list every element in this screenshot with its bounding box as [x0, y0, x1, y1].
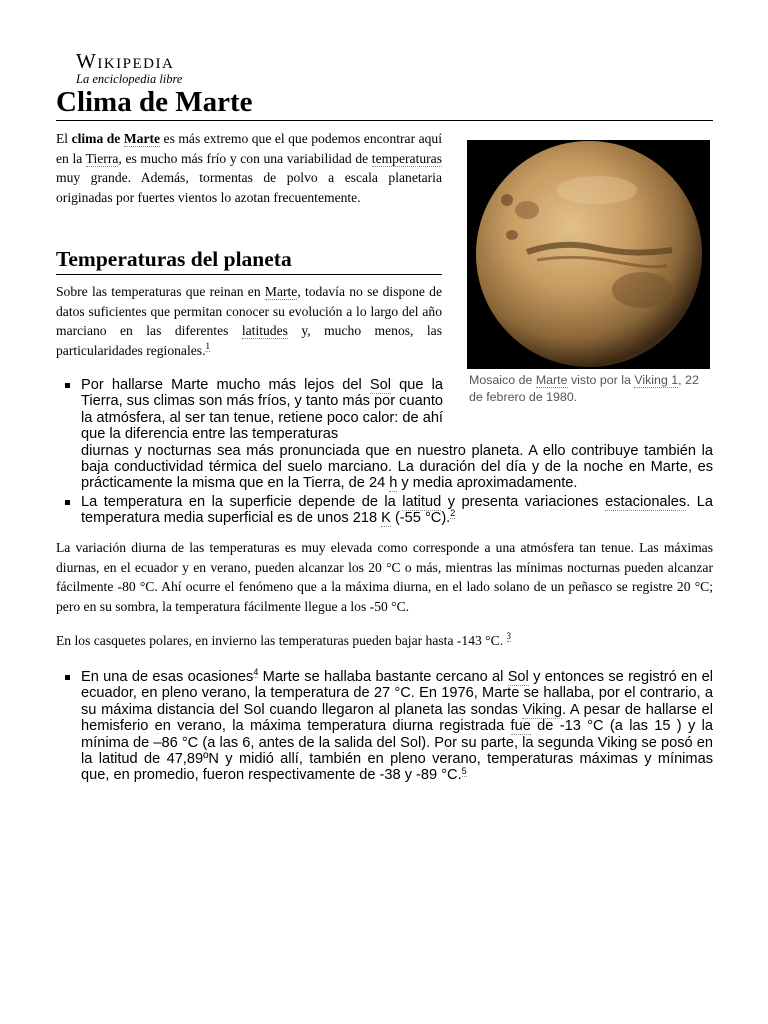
page-title: Clima de Marte — [56, 84, 713, 121]
link-latitud[interactable]: latitud — [402, 493, 442, 510]
diurnal-paragraph: La variación diurna de las temperaturas es muy elevada como corresponde a una atmósfera tan tenue. Las máximas diurnas, en el ecuador y en verano, pueden alcanzar los 20 °C o más, mientras las mínimas nocturnas pueden alcanzar fácilmente -80 °C. Ahí ocurre el fenómeno que a la máxima diurna, en el lado solano de un peñasco se registre 20 °C; pero en su sombra, la temperatura fácilmente llegue a los -50 °C. — [56, 540, 713, 614]
link-sol[interactable]: Sol — [369, 377, 392, 393]
bullet-icon — [65, 500, 70, 505]
bullet-icon — [65, 383, 70, 388]
reference-1[interactable]: 1 — [205, 340, 210, 351]
link-sol-2[interactable]: Sol — [507, 669, 529, 685]
list-item-continued: diurnas y nocturnas sea más pronunciada que en nuestro planeta. A ello contribuye también la baja conductividad térmica del suelo marciano. La duración del día y de la noche en Marte, es prácticamente la misma que en la Tierra, de 24 h y media aproximadamente. — [81, 442, 713, 492]
temperatures-paragraph: Sobre las temperaturas que reinan en Marte, todavía no se dispone de datos suficientes que permitan conocer su evolución a lo largo del año marciano en las diferentes latitudes y, mucho menos, las particularidades regionales.$^1$ — [56, 284, 442, 358]
logo-tagline: La enciclopedia libre — [76, 72, 183, 86]
link-marte-2[interactable]: Marte — [264, 284, 298, 299]
viking-list — [56, 669, 713, 784]
image-caption: Mosaico de Marte visto por la Viking 1, 22 de febrero de 1980. — [469, 373, 699, 404]
link-tierra[interactable]: Tierra — [85, 150, 119, 166]
link-fue[interactable]: fue — [510, 718, 531, 735]
link-viking[interactable]: Viking — [522, 701, 562, 718]
reference-2[interactable]: 2 — [450, 508, 456, 519]
bullet-icon — [65, 675, 70, 680]
reference-4[interactable]: 4 — [253, 667, 259, 678]
logo-wordmark: Wikipedia — [76, 49, 175, 73]
temperature-list — [56, 377, 713, 527]
link-temperaturas[interactable]: temperaturas — [371, 150, 442, 166]
caption-link-viking[interactable]: Viking 1 — [634, 373, 679, 387]
caption-link-marte[interactable]: Marte — [535, 373, 568, 387]
list-item: La temperatura en la superficie depende de la latitud y presenta variaciones estacionales. La temperatura media superficial es de unos 218 K (-55 °C).$^2$ — [56, 494, 713, 527]
mars-image[interactable] — [467, 140, 710, 369]
mars-figure — [467, 140, 712, 406]
link-estacionales[interactable]: estacionales — [605, 493, 687, 510]
wikipedia-logo[interactable] — [76, 50, 182, 86]
reference-3[interactable]: 3 — [506, 631, 511, 642]
reference-5[interactable]: 5 — [461, 765, 467, 776]
section-heading: Temperaturas del planeta — [56, 244, 442, 275]
polar-paragraph: En los casquetes polares, en invierno las temperaturas pueden bajar hasta -143 °C. $^3$ — [56, 631, 511, 648]
link-kelvin[interactable]: K — [381, 510, 391, 527]
link-marte[interactable]: Marte — [123, 131, 161, 146]
intro-paragraph: El clima de Marte es más extremo que el que podemos encontrar aquí en la Tierra, es mucho más frío y con una variabilidad de temperaturas muy grande. Además, tormentas de polvo a escala planetaria originadas por fuertes vientos lo azotan frecuentemente. — [56, 131, 442, 205]
list-item: Por hallarse Marte mucho más lejos del Sol que la Tierra, sus climas son más fríos, y tanto más por cuanto la atmósfera, al ser tan tenue, retiene poco calor: de ahí que la diferencia entre las temperaturas — [56, 377, 443, 443]
link-latitudes[interactable]: latitudes — [241, 323, 288, 338]
list-item: En una de esas ocasiones$^4$ Marte se hallaba bastante cercano al Sol y entonces se registró en el ecuador, en pleno verano, la temperatura de 27 °C. En 1976, Marte se hallaba, por el contrario, a su máxima distancia del Sol cuando llegaron al planeta las sondas Viking. A pesar de hallarse el hemisferio en verano, la máxima temperatura diurna registrada fue de -13 °C (a las 15 ) y la mínima de –86 °C (a las 6, antes de la salida del Sol). Por su parte, la segunda Viking se posó en la latitud de 47,89ºN y midió allí, también en pleno verano, temperaturas máximas y mínimas que, en promedio, fueron respectivamente de -38 y -89 °C.$^5$ — [56, 669, 713, 784]
link-h[interactable]: h — [389, 475, 398, 492]
